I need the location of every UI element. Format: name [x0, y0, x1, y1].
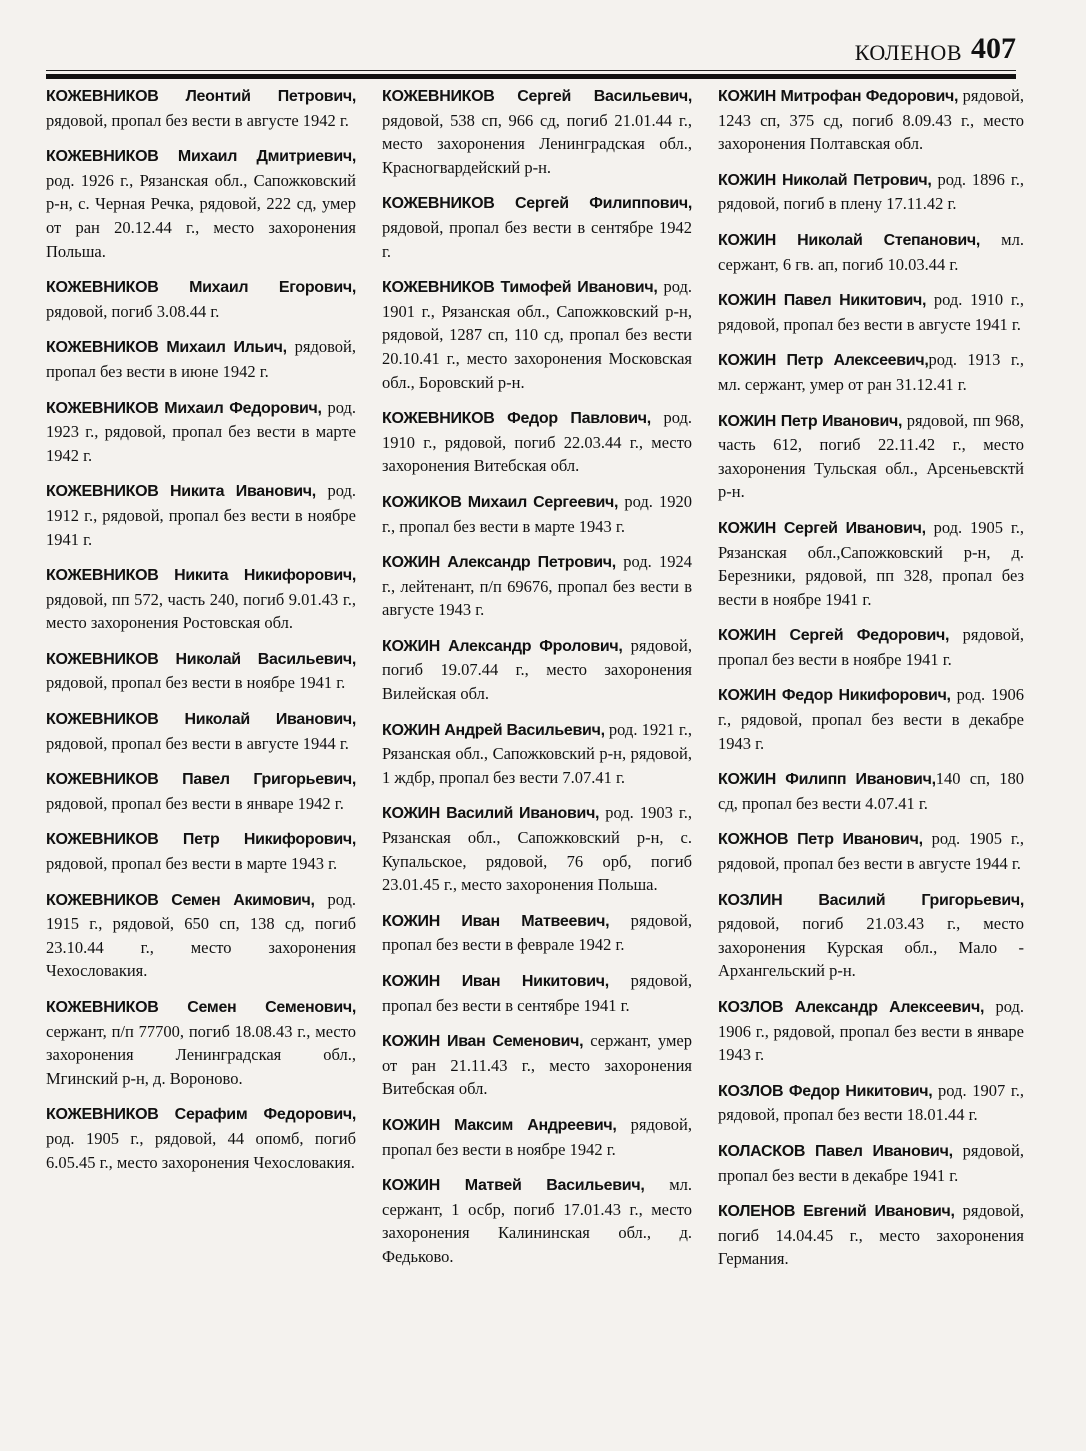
entry-details: рядовой, пропал без вести в ноябре 1942 г. — [382, 1114, 692, 1159]
entry-name: КОЛЕНОВ Евгений Иванович, — [718, 1203, 955, 1221]
entry-details: рядовой, пропал без вести в июне 1942 г. — [46, 337, 356, 381]
entry — [382, 406, 692, 478]
entry-details: рядовой, пропал без вести в марте 1943 г. — [46, 854, 338, 874]
entry — [382, 1173, 692, 1268]
entry — [46, 335, 356, 383]
entry-details: рядовой, 538 сп, 966 сд, погиб 21.01.44 г., место захоронения Ленинградская обл., Красногвардейский р-н. — [382, 110, 692, 177]
entry-name: КОЖЕВНИКОВ Сергей Васильевич, — [382, 88, 692, 105]
entry — [46, 1102, 356, 1174]
entry-name: КОЖЕВНИКОВ Петр Никифорович, — [46, 831, 356, 849]
entry — [718, 516, 1024, 611]
entry-name: КОЖИКОВ Михаил Сергеевич, — [382, 493, 619, 511]
entry-name: КОЖИН Иван Семенович, — [382, 1033, 584, 1051]
entry-name: КОЖИН Сергей Федорович, — [718, 627, 950, 645]
entry-name: КОЖИН Николай Степанович, — [718, 231, 981, 249]
entry — [382, 84, 692, 179]
entry — [382, 1029, 692, 1101]
entry — [382, 1113, 692, 1161]
entry-name: КОЖИН Сергей Иванович, — [718, 519, 926, 537]
entry — [382, 634, 692, 706]
entry-details: рядовой, пропал без вести в сентябре 1941 г. — [382, 971, 692, 1015]
entry-details: мл. сержант, 1 осбр, погиб 17.01.43 г., место захоронения Калининская обл., д. Федьково. — [382, 1175, 692, 1266]
entry-name: КОЖИН Филипп Иванович, — [718, 771, 936, 789]
column-2 — [382, 84, 692, 1283]
entry — [718, 348, 1024, 396]
entry-details: рядовой, погиб 19.07.44 г., место захоронения Вилейская обл. — [382, 635, 692, 704]
entry-details: род. 1910 г., рядовой, погиб 22.03.44 г., место захоронения Витебская обл. — [382, 408, 692, 476]
entry — [718, 683, 1024, 755]
entry-name: КОЖИН Иван Матвеевич, — [382, 912, 610, 930]
entry — [718, 995, 1024, 1067]
entry — [382, 801, 692, 896]
entry-details: род. 1923 г., рядовой, пропал без вести в марте 1942 г. — [46, 397, 356, 465]
entry — [46, 144, 356, 263]
entry — [718, 623, 1024, 671]
entry-details: род. 1905 г., Рязанская обл.,Сапожковский р-н, д. Березники, рядовой, пп 328, пропал без вести в ноябре 1941 г. — [718, 517, 1024, 609]
entry — [718, 1139, 1024, 1187]
column-1 — [46, 84, 356, 1283]
entry-details: рядовой, пропал без вести в ноябре 1941 г. — [718, 625, 1024, 669]
entry-name: КОЖЕВНИКОВ Николай Васильевич, — [46, 650, 356, 668]
entry-name: КОЖИН Петр Иванович, — [718, 412, 903, 430]
entry-name: КОЖИН Павел Никитович, — [718, 292, 927, 310]
entry-name: КОЖЕВНИКОВ Никита Иванович, — [46, 483, 316, 501]
entry-details: рядовой, пропал без вести в августе 1944 г. — [46, 733, 349, 753]
entry-name: КОЗЛИН Василий Григорьевич, — [718, 891, 1024, 909]
entry-details: рядовой, пропал без вести в сентябре 1942 г. — [382, 217, 692, 261]
entry-name: КОЖИН Иван Никитович, — [382, 973, 609, 990]
entry-name: КОЛАСКОВ Павел Иванович, — [718, 1142, 953, 1160]
entry-name: КОЖЕВНИКОВ Николай Иванович, — [46, 711, 356, 729]
page-number: 407 — [971, 32, 1016, 65]
entry-details: род. 1921 г., Рязанская обл., Сапожковский р-н, рядовой, 1 ждбр, пропал без вести 7.07.41 г. — [382, 719, 692, 787]
entry — [46, 707, 356, 755]
entry-details: род. 1906 г., рядовой, пропал без вести в январе 1943 г. — [718, 997, 1025, 1065]
entry-details: рядовой, пропал без вести в ноябре 1941 г. — [46, 673, 346, 693]
entry — [718, 228, 1024, 276]
entry-details: род. 1924 г., лейтенант, п/п 69676, пропал без вести в августе 1943 г. — [382, 552, 692, 620]
entry-name: КОЖЕВНИКОВ Михаил Федорович, — [46, 399, 322, 417]
entry-name: КОЗЛОВ Александр Алексеевич, — [718, 999, 985, 1016]
entry-details: род. 1915 г., рядовой, 650 сп, 138 сд, погиб 23.10.44 г., место захоронения Чехословакия. — [46, 889, 356, 981]
entry-details: рядовой, пп 572, часть 240, погиб 9.01.43 г., место захоронения Ростовская обл. — [46, 589, 356, 633]
entry — [718, 288, 1024, 336]
entry — [46, 827, 356, 875]
entry-details: сержант, п/п 77700, погиб 18.08.43 г., место захоронения Ленинградская обл., Мгинский р-н, д. Вороново. — [46, 1021, 356, 1088]
entry-name: КОЖИН Александр Фролович, — [382, 637, 623, 655]
entry-name: КОЖЕВНИКОВ Никита Никифорович, — [46, 567, 356, 585]
entry-name: КОЖЕВНИКОВ Леонтий Петрович, — [46, 88, 356, 105]
header-rule-thin — [46, 70, 1016, 71]
entry-name: КОЖЕВНИКОВ Павел Григорьевич, — [46, 771, 356, 789]
entry — [46, 888, 356, 983]
page-header — [0, 30, 1022, 76]
entry — [718, 888, 1024, 983]
column-3 — [718, 84, 1024, 1283]
entry-name: КОЖИН Митрофан Федорович, — [718, 88, 959, 105]
running-head: КОЛЕНОВ — [854, 40, 962, 65]
entry — [718, 767, 1024, 815]
entry-name: КОЗЛОВ Федор Никитович, — [718, 1082, 933, 1100]
entry-name: КОЖИН Федор Никифорович, — [718, 687, 951, 705]
entry-details: род. 1913 г., мл. сержант, умер от ран 31.12.41 г. — [718, 350, 1024, 394]
entry-details: мл. сержант, 6 гв. ап, погиб 10.03.44 г. — [718, 229, 1024, 274]
entry — [382, 718, 692, 790]
entry-details: род. 1906 г., рядовой, пропал без вести в декабре 1943 г. — [718, 685, 1025, 753]
entry — [46, 479, 356, 551]
entry-name: КОЖЕВНИКОВ Михаил Егорович, — [46, 279, 356, 297]
entry — [718, 84, 1024, 156]
entry-details: род. 1907 г., рядовой, пропал без вести 18.01.44 г. — [718, 1080, 1025, 1125]
entry-name: КОЖЕВНИКОВ Семен Семенович, — [46, 999, 356, 1016]
entry-name: КОЖИН Николай Петрович, — [718, 171, 932, 189]
header-rule-thick — [46, 74, 1016, 79]
entry — [382, 490, 692, 538]
entry-details: род. 1910 г., рядовой, пропал без вести в августе 1941 г. — [718, 290, 1025, 334]
entry-name: КОЖНОВ Петр Иванович, — [718, 831, 923, 849]
entry-details: род. 1901 г., Рязанская обл., Сапожковский р-н, рядовой, 1287 сп, 110 сд, пропал без вести 20.10.41 г., место захоронения Московская обл., Боровский р-н. — [382, 277, 692, 392]
entry-name: КОЖИН Василий Иванович, — [382, 805, 600, 823]
entry-details: род. 1920 г., пропал без вести в марте 1943 г. — [382, 491, 692, 536]
entry-name: КОЖИН Петр Алексеевич, — [718, 352, 929, 370]
entry-details: рядовой, погиб 14.04.45 г., место захоронения Германия. — [718, 1201, 1024, 1269]
entry-name: КОЖЕВНИКОВ Федор Павлович, — [382, 410, 651, 428]
entry-name: КОЖИН Андрей Васильевич, — [382, 721, 605, 739]
entry-name: КОЖИН Максим Андреевич, — [382, 1116, 617, 1134]
entry-details: рядовой, пп 968, часть 612, погиб 22.11.42 г., место захоронения Тульская обл., Арсеньевсктй р-н. — [718, 410, 1025, 502]
entry-name: КОЖЕВНИКОВ Михаил Ильич, — [46, 339, 287, 357]
entry-details: рядовой, пропал без вести в феврале 1942 г. — [382, 910, 692, 955]
entry-name: КОЖЕВНИКОВ Серафим Федорович, — [46, 1106, 356, 1124]
entry-columns — [46, 84, 1024, 1283]
entry — [718, 1079, 1024, 1127]
entry-details: род. 1912 г., рядовой, пропал без вести в ноябре 1941 г. — [46, 481, 357, 549]
entry — [46, 396, 356, 468]
entry — [382, 969, 692, 1017]
entry — [46, 84, 356, 132]
entry — [382, 275, 692, 394]
entry-name: КОЖЕВНИКОВ Сергей Филиппович, — [382, 195, 692, 213]
entry-name: КОЖИН Матвей Васильевич, — [382, 1177, 645, 1195]
entry-name: КОЖЕВНИКОВ Михаил Дмитриевич, — [46, 148, 356, 166]
entry-name: КОЖЕВНИКОВ Тимофей Иванович, — [382, 279, 658, 297]
entry-name: КОЖЕВНИКОВ Семен Акимович, — [46, 891, 315, 909]
entry-details: рядовой, пропал без вести в декабре 1941 г. — [718, 1140, 1024, 1185]
entry-details: рядовой, погиб 21.03.43 г., место захоронения Курская обл., Мало - Архангельский р-н. — [718, 914, 1024, 981]
entry-details: сержант, умер от ран 21.11.43 г., место захоронения Витебская обл. — [382, 1031, 692, 1099]
entry-details: 140 сп, 180 сд, пропал без вести 4.07.41 г. — [718, 769, 1024, 813]
entry — [46, 275, 356, 323]
entry-name: КОЖИН Александр Петрович, — [382, 554, 616, 572]
entry — [718, 409, 1024, 504]
entry-details: род. 1896 г., рядовой, погиб в плену 17.11.42 г. — [718, 169, 1025, 214]
entry — [46, 995, 356, 1090]
entry — [46, 647, 356, 695]
entry-details: род. 1905 г., рядовой, пропал без вести в августе 1944 г. — [718, 829, 1024, 874]
entry-details: рядовой, 1243 сп, 375 сд, погиб 8.09.43 г., место захоронения Полтавская обл. — [718, 86, 1024, 154]
entry-details: рядовой, пропал без вести в августе 1942 г. — [46, 110, 349, 130]
entry — [718, 168, 1024, 216]
entry — [718, 1199, 1024, 1271]
entry — [382, 191, 692, 263]
entry — [382, 909, 692, 957]
entry-details: род. 1926 г., Рязанская обл., Сапожковский р-н, с. Черная Речка, рядовой, 222 сд, умер от ран 20.12.44 г., место захоронения Польша. — [46, 170, 356, 261]
entry-details: род. 1903 г., Рязанская обл., Сапожковский р-н, с. Купальское, рядовой, 76 орб, погиб 23.01.45 г., место захоронения Польша. — [382, 803, 693, 895]
entry-details: рядовой, погиб 3.08.44 г. — [46, 301, 220, 321]
entry — [718, 827, 1024, 875]
entry — [46, 563, 356, 635]
entry-details: род. 1905 г., рядовой, 44 опомб, погиб 6.05.45 г., место захоронения Чехословакия. — [46, 1128, 356, 1172]
entry — [46, 767, 356, 815]
entry-details: рядовой, пропал без вести в январе 1942 г. — [46, 793, 344, 813]
entry — [382, 550, 692, 622]
